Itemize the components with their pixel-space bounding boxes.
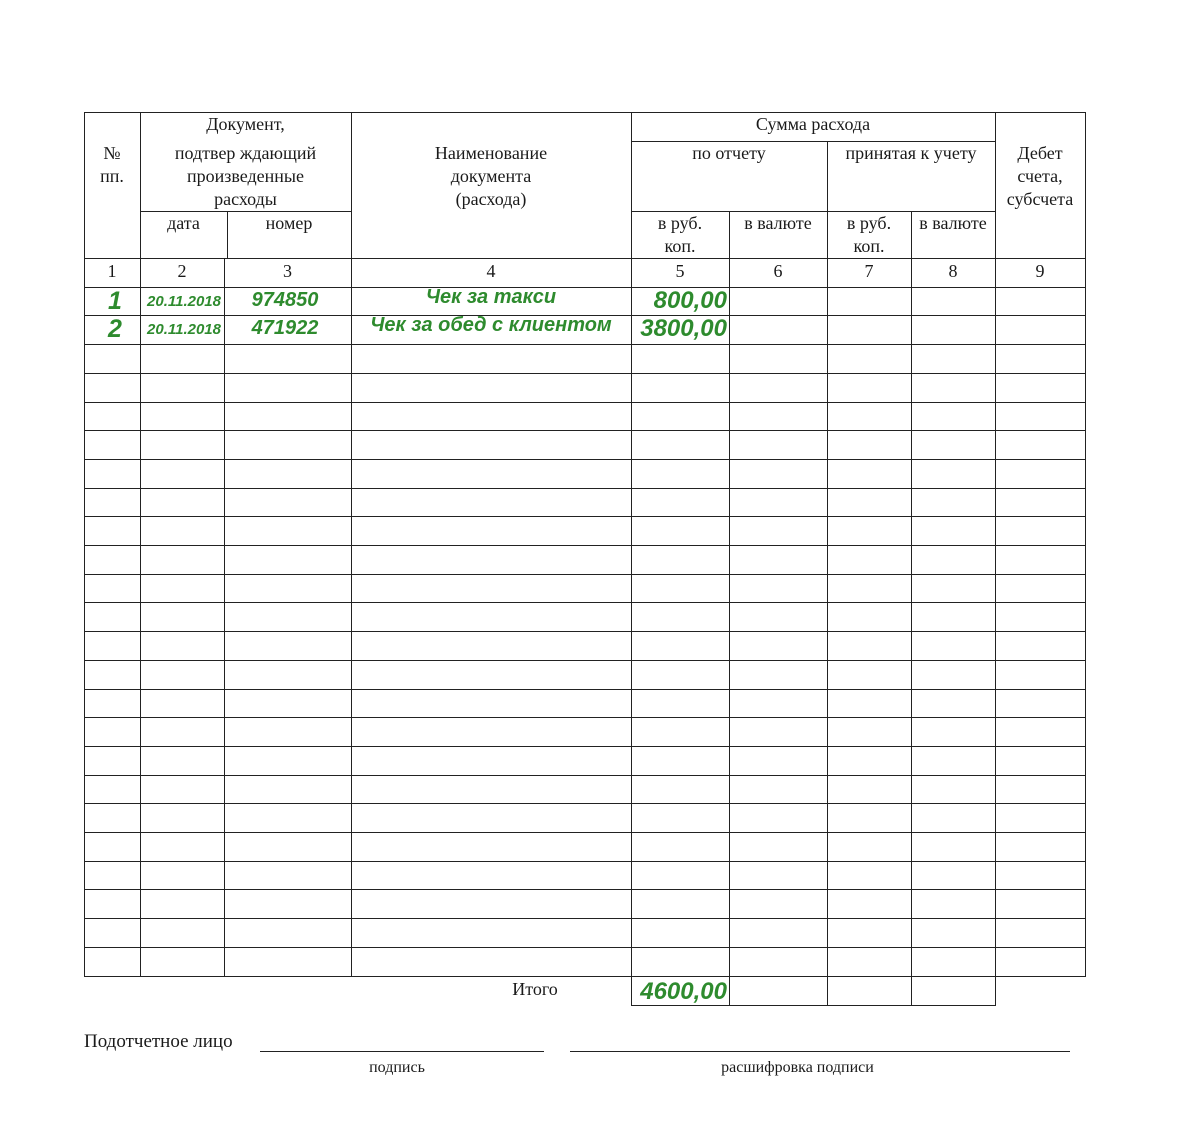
table-cell bbox=[827, 803, 912, 833]
table-cell bbox=[224, 889, 352, 919]
total-cell-accepted-rub bbox=[827, 976, 912, 1006]
table-cell bbox=[729, 344, 828, 374]
table-cell bbox=[631, 631, 730, 661]
table-cell bbox=[729, 689, 828, 718]
header-accepted: принятая к учету bbox=[845, 143, 977, 163]
table-cell bbox=[911, 402, 996, 431]
table-cell bbox=[140, 574, 225, 603]
table-cell bbox=[827, 717, 912, 747]
table-cell bbox=[827, 918, 912, 948]
table-cell bbox=[911, 918, 996, 948]
table-cell bbox=[729, 746, 828, 776]
table-cell bbox=[729, 287, 828, 316]
table-cell bbox=[827, 574, 912, 603]
table-cell bbox=[351, 803, 632, 833]
header-by-report: по отчету bbox=[692, 143, 766, 163]
table-cell bbox=[729, 402, 828, 431]
table-cell bbox=[995, 889, 1086, 919]
table-cell bbox=[84, 402, 141, 431]
table-cell bbox=[827, 689, 912, 718]
table-cell bbox=[911, 315, 996, 345]
table-cell bbox=[911, 516, 996, 546]
table-cell bbox=[827, 430, 912, 460]
table-cell bbox=[140, 602, 225, 632]
table-cell bbox=[140, 516, 225, 546]
header-docnumber: номер bbox=[265, 213, 313, 233]
header-debit-line3: субсчета bbox=[1006, 189, 1074, 209]
table-cell bbox=[351, 574, 632, 603]
table-cell bbox=[140, 459, 225, 489]
table-cell bbox=[84, 631, 141, 661]
header-accepted-currency: в валюте bbox=[919, 213, 987, 233]
table-cell bbox=[140, 775, 225, 804]
table-cell bbox=[729, 631, 828, 661]
table-cell bbox=[224, 344, 352, 374]
header-report-rub-line2: коп. bbox=[664, 236, 696, 256]
column-number: 6 bbox=[773, 261, 783, 281]
table-cell bbox=[84, 545, 141, 575]
table-cell bbox=[827, 660, 912, 690]
header-name-line1: Наименование bbox=[434, 143, 548, 163]
header-sum: Сумма расхода bbox=[755, 114, 871, 134]
table-cell bbox=[995, 602, 1086, 632]
entry-date: 20.11.2018 bbox=[147, 293, 221, 310]
table-cell bbox=[351, 832, 632, 862]
table-cell bbox=[140, 660, 225, 690]
header-number-sign: № bbox=[103, 143, 121, 163]
table-cell bbox=[84, 689, 141, 718]
table-cell bbox=[224, 545, 352, 575]
table-cell bbox=[224, 861, 352, 890]
table-cell bbox=[140, 746, 225, 776]
table-cell bbox=[631, 402, 730, 431]
table-cell bbox=[995, 516, 1086, 546]
table-cell bbox=[911, 861, 996, 890]
table-cell bbox=[911, 430, 996, 460]
header-accepted-rub-line2: коп. bbox=[853, 236, 885, 256]
table-cell bbox=[827, 947, 912, 977]
accountable-person-label: Подотчетное лицо bbox=[84, 1031, 233, 1052]
table-cell bbox=[140, 861, 225, 890]
table-cell bbox=[995, 574, 1086, 603]
table-cell bbox=[224, 947, 352, 977]
table-cell bbox=[224, 689, 352, 718]
table-cell bbox=[140, 631, 225, 661]
table-cell bbox=[351, 430, 632, 460]
table-cell bbox=[84, 344, 141, 374]
table-cell bbox=[631, 746, 730, 776]
table-cell bbox=[729, 516, 828, 546]
table-cell bbox=[995, 344, 1086, 374]
table-cell bbox=[351, 344, 632, 374]
table-cell bbox=[911, 746, 996, 776]
table-cell bbox=[351, 373, 632, 403]
table-cell bbox=[827, 545, 912, 575]
table-cell bbox=[729, 775, 828, 804]
table-cell bbox=[911, 717, 996, 747]
table-cell bbox=[827, 402, 912, 431]
table-cell bbox=[995, 631, 1086, 661]
table-cell bbox=[995, 545, 1086, 575]
entry-date: 20.11.2018 bbox=[147, 321, 221, 338]
entry-document-number: 974850 bbox=[251, 289, 319, 311]
table-cell bbox=[224, 402, 352, 431]
table-cell bbox=[631, 775, 730, 804]
table-cell bbox=[729, 947, 828, 977]
header-document-line3: произведенные bbox=[186, 166, 305, 186]
table-cell bbox=[631, 602, 730, 632]
column-number: 3 bbox=[283, 261, 292, 281]
table-cell bbox=[351, 717, 632, 747]
table-cell bbox=[351, 746, 632, 776]
table-cell bbox=[140, 344, 225, 374]
table-cell bbox=[84, 459, 141, 489]
table-cell bbox=[224, 430, 352, 460]
signature-decode-line bbox=[570, 1051, 1070, 1052]
table-cell bbox=[351, 631, 632, 661]
table-cell bbox=[729, 430, 828, 460]
entry-amount-rub: 3800,00 bbox=[640, 315, 727, 342]
table-cell bbox=[631, 373, 730, 403]
table-cell bbox=[827, 459, 912, 489]
table-cell bbox=[84, 746, 141, 776]
table-cell bbox=[995, 803, 1086, 833]
table-cell bbox=[911, 689, 996, 718]
table-cell bbox=[224, 717, 352, 747]
entry-amount-rub: 800,00 bbox=[653, 287, 727, 314]
column-number: 8 bbox=[948, 261, 958, 281]
table-cell bbox=[827, 602, 912, 632]
table-cell bbox=[995, 832, 1086, 862]
table-cell bbox=[827, 832, 912, 862]
table-cell bbox=[351, 402, 632, 431]
header-accepted-rub-line1: в руб. bbox=[846, 213, 892, 233]
table-cell bbox=[911, 803, 996, 833]
table-cell bbox=[827, 516, 912, 546]
signature-caption: подпись bbox=[369, 1059, 425, 1076]
entry-document-number: 471922 bbox=[251, 317, 319, 339]
table-cell bbox=[351, 689, 632, 718]
total-cell-currency bbox=[729, 976, 828, 1006]
table-cell bbox=[729, 459, 828, 489]
table-cell bbox=[911, 459, 996, 489]
table-cell bbox=[351, 488, 632, 517]
table-cell bbox=[729, 602, 828, 632]
table-cell bbox=[827, 861, 912, 890]
table-cell bbox=[729, 574, 828, 603]
header-pp: пп. bbox=[100, 166, 124, 186]
table-cell bbox=[224, 516, 352, 546]
table-cell bbox=[631, 488, 730, 517]
table-cell bbox=[224, 918, 352, 948]
table-cell bbox=[351, 516, 632, 546]
table-cell bbox=[911, 775, 996, 804]
table-cell bbox=[351, 545, 632, 575]
table-cell bbox=[827, 344, 912, 374]
table-cell bbox=[827, 775, 912, 804]
table-cell bbox=[995, 287, 1086, 316]
table-cell bbox=[224, 660, 352, 690]
table-cell bbox=[729, 918, 828, 948]
table-cell bbox=[729, 889, 828, 919]
table-cell bbox=[631, 689, 730, 718]
table-cell bbox=[729, 861, 828, 890]
table-cell bbox=[140, 947, 225, 977]
table-cell bbox=[224, 488, 352, 517]
table-cell bbox=[729, 545, 828, 575]
table-cell bbox=[631, 803, 730, 833]
table-cell bbox=[224, 803, 352, 833]
total-label: Итого bbox=[512, 979, 558, 999]
table-cell bbox=[140, 402, 225, 431]
entry-row-number: 2 bbox=[108, 315, 122, 343]
table-cell bbox=[351, 918, 632, 948]
table-cell bbox=[84, 660, 141, 690]
header-name-line2: документа bbox=[450, 166, 532, 186]
table-cell bbox=[140, 488, 225, 517]
table-cell bbox=[631, 459, 730, 489]
column-number: 5 bbox=[675, 261, 685, 281]
table-cell bbox=[729, 717, 828, 747]
table-cell bbox=[84, 373, 141, 403]
column-number: 7 bbox=[864, 261, 874, 281]
column-number: 4 bbox=[486, 261, 496, 281]
table-cell bbox=[995, 373, 1086, 403]
table-cell bbox=[995, 717, 1086, 747]
table-cell bbox=[351, 861, 632, 890]
table-cell bbox=[827, 287, 912, 316]
header-report-rub-line1: в руб. bbox=[657, 213, 703, 233]
table-cell bbox=[351, 775, 632, 804]
table-cell bbox=[911, 631, 996, 661]
table-cell bbox=[729, 803, 828, 833]
header-report-currency: в валюте bbox=[744, 213, 812, 233]
table-cell bbox=[140, 889, 225, 919]
table-cell bbox=[995, 918, 1086, 948]
table-cell bbox=[827, 631, 912, 661]
table-cell bbox=[729, 488, 828, 517]
table-cell bbox=[84, 430, 141, 460]
table-cell bbox=[351, 660, 632, 690]
table-cell bbox=[84, 775, 141, 804]
table-cell bbox=[827, 315, 912, 345]
table-cell bbox=[827, 889, 912, 919]
table-cell bbox=[631, 516, 730, 546]
table-cell bbox=[140, 803, 225, 833]
table-cell bbox=[911, 947, 996, 977]
table-cell bbox=[224, 574, 352, 603]
table-cell bbox=[84, 832, 141, 862]
table-cell bbox=[995, 861, 1086, 890]
table-cell bbox=[84, 889, 141, 919]
table-cell bbox=[995, 315, 1086, 345]
table-cell bbox=[631, 344, 730, 374]
table-cell bbox=[911, 287, 996, 316]
table-cell bbox=[224, 459, 352, 489]
table-cell bbox=[911, 373, 996, 403]
table-cell bbox=[351, 602, 632, 632]
table-cell bbox=[995, 947, 1086, 977]
table-cell bbox=[631, 861, 730, 890]
header-debit-line2: счета, bbox=[1017, 166, 1063, 186]
table-cell bbox=[911, 545, 996, 575]
table-cell bbox=[224, 373, 352, 403]
column-number: 9 bbox=[1035, 261, 1045, 281]
column-number: 2 bbox=[177, 261, 187, 281]
table-cell bbox=[84, 516, 141, 546]
signature-decode-caption: расшифровка подписи bbox=[721, 1059, 874, 1076]
table-cell bbox=[631, 832, 730, 862]
table-cell bbox=[995, 660, 1086, 690]
table-cell bbox=[224, 832, 352, 862]
table-cell bbox=[729, 660, 828, 690]
table-cell bbox=[827, 746, 912, 776]
signature-line bbox=[260, 1051, 544, 1052]
table-cell bbox=[224, 746, 352, 776]
table-cell bbox=[631, 947, 730, 977]
table-cell bbox=[351, 947, 632, 977]
table-cell bbox=[631, 545, 730, 575]
table-cell bbox=[631, 660, 730, 690]
table-cell bbox=[911, 660, 996, 690]
header-debit-line1: Дебет bbox=[1017, 143, 1063, 163]
table-cell bbox=[911, 832, 996, 862]
entry-document-name: Чек за обед с клиентом bbox=[370, 314, 612, 336]
table-cell bbox=[729, 315, 828, 345]
table-cell bbox=[351, 459, 632, 489]
table-cell bbox=[995, 402, 1086, 431]
table-cell bbox=[631, 918, 730, 948]
table-cell bbox=[995, 430, 1086, 460]
table-cell bbox=[224, 775, 352, 804]
table-cell bbox=[84, 803, 141, 833]
table-cell bbox=[631, 574, 730, 603]
table-cell bbox=[140, 832, 225, 862]
table-cell bbox=[140, 717, 225, 747]
table-cell bbox=[84, 488, 141, 517]
table-cell bbox=[140, 545, 225, 575]
table-cell bbox=[911, 344, 996, 374]
table-cell bbox=[911, 488, 996, 517]
table-cell bbox=[995, 488, 1086, 517]
table-cell bbox=[84, 574, 141, 603]
table-cell bbox=[995, 775, 1086, 804]
table-cell bbox=[631, 430, 730, 460]
table-cell bbox=[911, 889, 996, 919]
table-cell bbox=[995, 746, 1086, 776]
table-cell bbox=[140, 373, 225, 403]
table-cell bbox=[84, 947, 141, 977]
table-cell bbox=[140, 918, 225, 948]
table-cell bbox=[84, 861, 141, 890]
entry-document-name: Чек за такси bbox=[425, 286, 557, 308]
table-cell bbox=[224, 602, 352, 632]
column-number: 1 bbox=[107, 261, 117, 281]
total-value: 4600,00 bbox=[640, 978, 727, 1005]
total-cell-accepted-currency bbox=[911, 976, 996, 1006]
table-cell bbox=[729, 832, 828, 862]
table-cell bbox=[224, 631, 352, 661]
header-document-line2: подтвер ждающий bbox=[174, 143, 317, 163]
table-cell bbox=[911, 574, 996, 603]
table-cell bbox=[729, 373, 828, 403]
table-cell bbox=[827, 488, 912, 517]
table-cell bbox=[351, 889, 632, 919]
table-cell bbox=[140, 430, 225, 460]
table-cell bbox=[631, 717, 730, 747]
header-date: дата bbox=[167, 213, 200, 233]
table-cell bbox=[140, 689, 225, 718]
table-cell bbox=[84, 602, 141, 632]
table-cell bbox=[995, 689, 1086, 718]
table-cell bbox=[995, 459, 1086, 489]
entry-row-number: 1 bbox=[108, 287, 122, 315]
header-name-line3: (расхода) bbox=[455, 189, 527, 209]
table-cell bbox=[84, 918, 141, 948]
header-document-line1: Документ, bbox=[206, 114, 285, 134]
table-cell bbox=[84, 717, 141, 747]
table-cell bbox=[827, 373, 912, 403]
table-cell bbox=[911, 602, 996, 632]
header-document-line4: расходы bbox=[214, 189, 277, 209]
table-cell bbox=[631, 889, 730, 919]
